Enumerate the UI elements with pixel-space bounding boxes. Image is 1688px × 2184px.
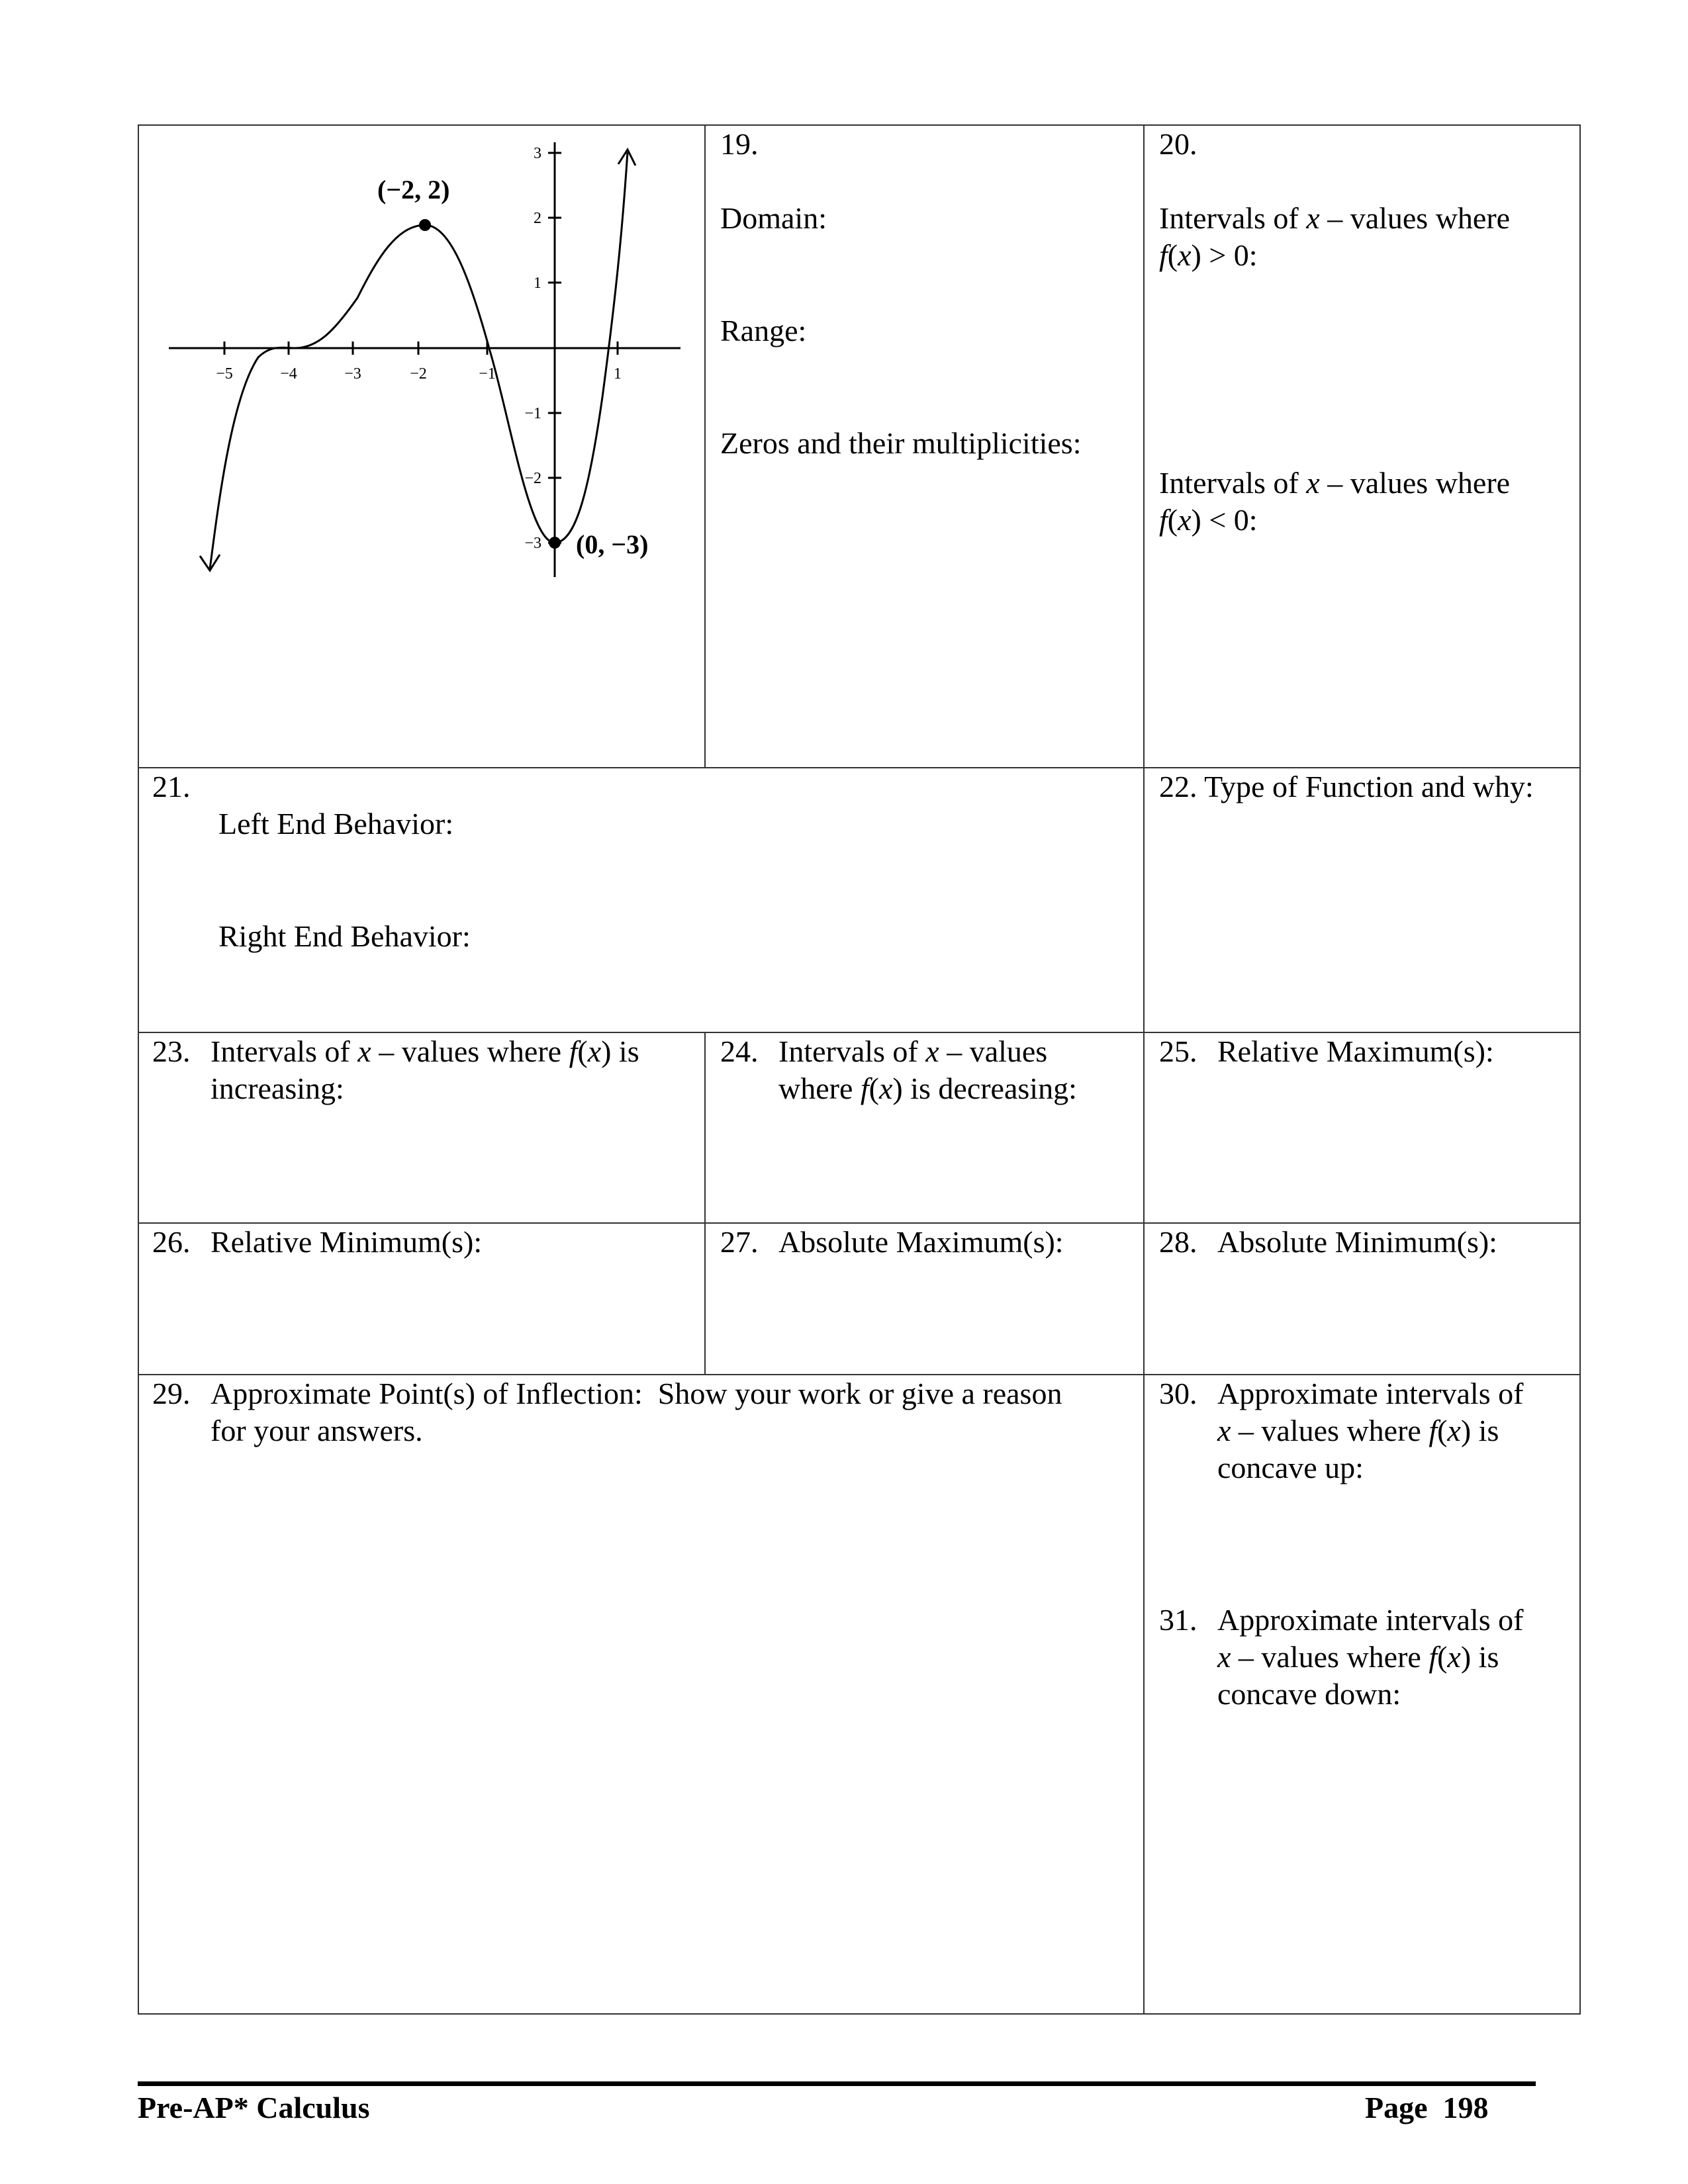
question-19-number: 19. [720, 127, 759, 161]
question-28 [1145, 1224, 1580, 1373]
max-point [419, 219, 431, 231]
x-tick-label: −3 [344, 365, 361, 383]
question-20-negative-prompt: Intervals of x – values where f(x) < 0: [1159, 466, 1511, 537]
question-27-number: 27. [720, 1225, 759, 1259]
y-tick-label: −3 [524, 535, 541, 552]
x-tick-label: 1 [614, 365, 622, 383]
question-20-number: 20. [1159, 127, 1197, 161]
question-21-number: 21. [152, 770, 191, 803]
question-20 [1145, 126, 1580, 766]
function-curve [210, 152, 628, 569]
question-21-right-end: Right End Behavior: [218, 919, 471, 953]
question-29-prompt: Approximate Point(s) of Inflection: Show your work or give a reason for your answers. [211, 1377, 1062, 1447]
question-31-prompt: Approximate intervals of x – values where f(x) is concave down: [1217, 1603, 1524, 1711]
question-22 [1145, 768, 1580, 1031]
question-23-number: 23. [152, 1034, 191, 1068]
x-tick-label: −5 [216, 365, 233, 383]
question-24 [706, 1033, 1143, 1222]
question-30-number: 30. [1159, 1377, 1197, 1410]
x-tick-label: −1 [479, 365, 496, 383]
question-31 [1145, 1602, 1580, 1800]
question-31-number: 31. [1159, 1603, 1197, 1637]
question-25-prompt: Relative Maximum(s): [1217, 1034, 1494, 1068]
question-27-prompt: Absolute Maximum(s): [778, 1225, 1064, 1259]
question-22-prompt: 22. Type of Function and why: [1159, 770, 1534, 803]
question-24-number: 24. [720, 1034, 759, 1068]
min-point-label: (0, −3) [576, 529, 649, 559]
function-graph [159, 132, 688, 596]
question-25-number: 25. [1159, 1034, 1197, 1068]
question-29 [139, 1375, 1143, 2013]
question-30-prompt: Approximate intervals of x – values where f(x) is concave up: [1217, 1377, 1524, 1484]
question-19-domain: Domain: [720, 201, 827, 235]
question-19 [706, 126, 1143, 766]
question-24-prompt: Intervals of x – values where f(x) is decreasing: [778, 1034, 1077, 1105]
question-28-number: 28. [1159, 1225, 1197, 1259]
max-point-label: (−2, 2) [377, 175, 450, 205]
question-23-prompt: Intervals of x – values where f(x) is increasing: [211, 1034, 639, 1105]
y-tick-label: −1 [524, 405, 541, 422]
footer-course-title: Pre-AP* Calculus [138, 2091, 370, 2124]
y-tick-label: 3 [534, 145, 541, 162]
question-27 [706, 1224, 1143, 1373]
question-25 [1145, 1033, 1580, 1222]
y-tick-label: −2 [524, 470, 541, 487]
y-tick-label: 2 [534, 210, 541, 227]
question-21 [139, 768, 1143, 1031]
question-26 [139, 1224, 704, 1373]
footer-page-number: Page 198 [1365, 2091, 1489, 2124]
question-23 [139, 1033, 704, 1222]
footer-rule [138, 2081, 1536, 2086]
y-tick-label: 1 [534, 275, 541, 292]
question-28-prompt: Absolute Minimum(s): [1217, 1225, 1497, 1259]
x-tick-label: −2 [410, 365, 427, 383]
question-26-prompt: Relative Minimum(s): [211, 1225, 483, 1259]
question-30 [1145, 1375, 1580, 1594]
x-tick-label: −4 [280, 365, 297, 383]
question-21-left-end: Left End Behavior: [218, 807, 454, 841]
question-19-range: Range: [720, 314, 807, 347]
question-29-number: 29. [152, 1377, 191, 1410]
question-20-positive-prompt: Intervals of x – values where f(x) > 0: [1159, 201, 1511, 272]
question-26-number: 26. [152, 1225, 191, 1259]
question-19-zeros: Zeros and their multiplicities: [720, 426, 1082, 460]
min-point [549, 537, 561, 549]
